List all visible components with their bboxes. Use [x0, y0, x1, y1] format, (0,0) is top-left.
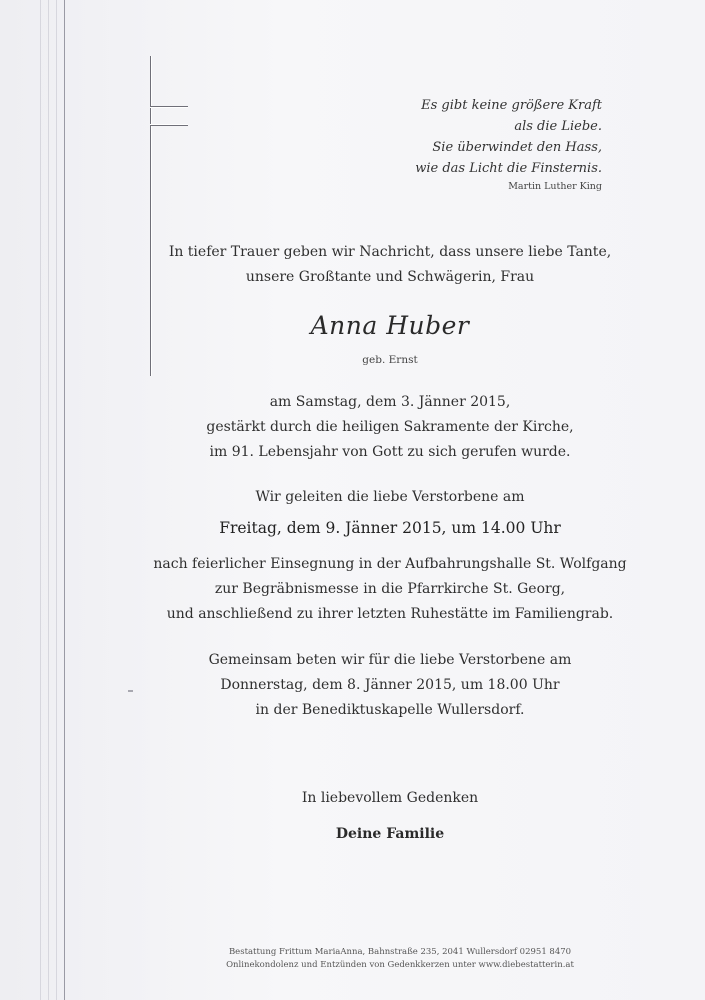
left-border-line: [48, 0, 49, 1000]
deceased-name: Anna Huber: [310, 311, 470, 340]
ceremony-line: nach feierlicher Einsegnung in der Aufbahrungshalle St. Wolfgang: [153, 556, 627, 572]
memory-text: In liebevollem Gedenken: [301, 790, 479, 806]
footer-website: Onlinekondolenz und Entzünden von Gedenkkerzen unter www.diebestatterin.at: [226, 960, 574, 970]
death-line: gestärkt durch die heiligen Sakramente der Kirche,: [206, 419, 574, 435]
prayer-line: Donnerstag, dem 8. Jänner 2015, um 18.00 Uhr: [220, 677, 560, 693]
quote-block: [380, 95, 602, 192]
funeral-datetime: Freitag, dem 9. Jänner 2015, um 14.00 Uhr: [219, 519, 561, 537]
quote-line: wie das Licht die Finsternis.: [415, 161, 602, 176]
prayer-line: Gemeinsam beten wir für die liebe Verstorbene am: [208, 652, 572, 668]
quote-author: Martin Luther King: [508, 181, 602, 192]
prayer-line: in der Benediktuskapelle Wullersdorf.: [255, 702, 525, 718]
death-line: im 91. Lebensjahr von Gott zu sich gerufen wurde.: [209, 444, 571, 460]
death-line: am Samstag, dem 3. Jänner 2015,: [269, 394, 511, 410]
cross-horizontal-bar: [150, 106, 188, 108]
left-border-line: [40, 0, 41, 1000]
quote-line: als die Liebe.: [514, 119, 602, 134]
footer-address: Bestattung Frittum MariaAnna, Bahnstraße 235, 2041 Wullersdorf 02951 8470: [228, 947, 572, 957]
death-notice-block: [100, 390, 680, 465]
prayer-block: [100, 648, 680, 723]
cross-horizontal-bar-lower: [150, 124, 188, 126]
ceremony-line: zur Begräbnismesse in die Pfarrkirche St. Georg,: [214, 581, 566, 597]
ceremony-block: [100, 552, 680, 627]
intro-block: [100, 240, 680, 290]
family-signature: Deine Familie: [335, 826, 445, 842]
maiden-name: geb. Ernst: [362, 354, 418, 366]
intro-line: In tiefer Trauer geben wir Nachricht, dass unsere liebe Tante,: [168, 244, 612, 260]
left-border-line: [56, 0, 57, 1000]
quote-line: Es gibt keine größere Kraft: [421, 98, 602, 113]
escort-text: Wir geleiten die liebe Verstorbene am: [255, 489, 525, 505]
left-border-line: [64, 0, 65, 1000]
ceremony-line: und anschließend zu ihrer letzten Ruhestätte im Familiengrab.: [166, 606, 614, 622]
intro-line: unsere Großtante und Schwägerin, Frau: [245, 269, 535, 285]
quote-line: Sie überwindet den Hass,: [432, 140, 602, 155]
